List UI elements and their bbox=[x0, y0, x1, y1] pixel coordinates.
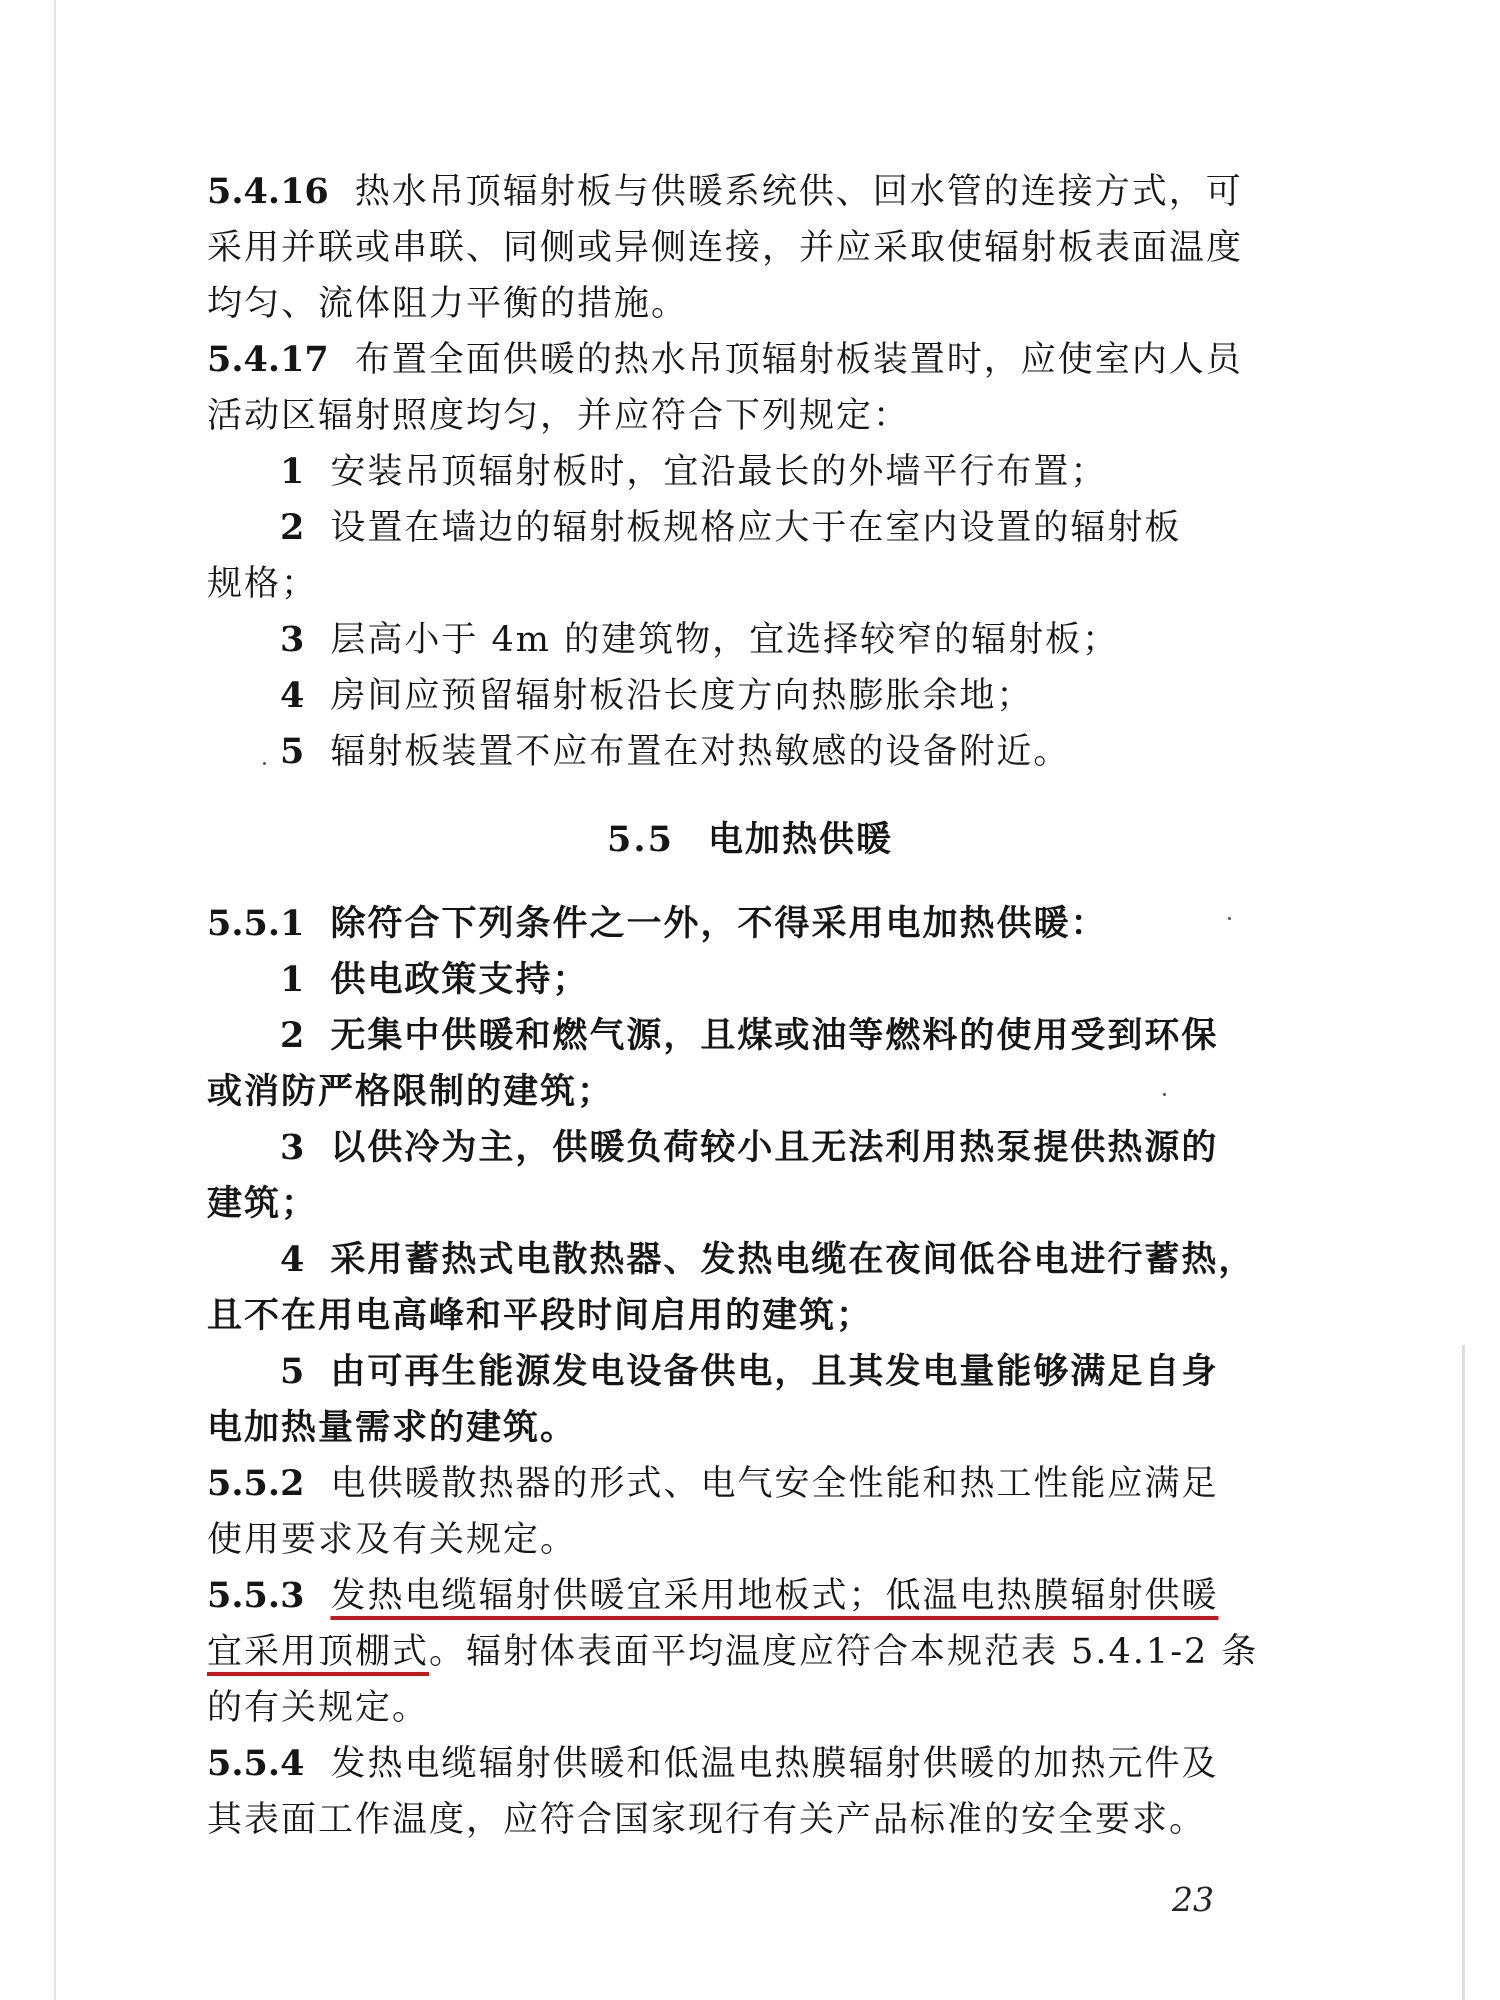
list-item-5-5-1-4-cont: 且不在用电高峰和平段时间启用的建筑； bbox=[207, 1295, 874, 1336]
list-item-5-5-1-4: 4 采用蓄热式电散热器、发热电缆在夜间低谷电进行蓄热， bbox=[280, 1239, 1256, 1280]
clause-5-4-16-line-1: 5.4.16 热水吊顶辐射板与供暖系统供、回水管的连接方式，可 bbox=[207, 171, 1243, 212]
scan-edge-right bbox=[1462, 1345, 1465, 2000]
clause-5-5-2-line-2: 使用要求及有关规定。 bbox=[207, 1520, 578, 1560]
clause-number: 5.5.1 bbox=[207, 903, 305, 944]
clause-5-5-3-line-1 bbox=[207, 1574, 1218, 1618]
scan-speck bbox=[263, 762, 266, 765]
underlined-text: 发热电缆辐射供暖宜采用地板式；低温电热膜辐射供暖 bbox=[330, 1576, 1219, 1616]
clause-5-4-16-line-2: 采用并联或串联、同侧或异侧连接，并应采取使辐射板表面温度 bbox=[207, 228, 1244, 268]
list-item-5-4-17-2-cont: 规格； bbox=[207, 564, 319, 604]
clause-5-4-17-line-1: 5.4.17 布置全面供暖的热水吊顶辐射板装置时，应使室内人员 bbox=[207, 339, 1243, 380]
list-item-5-4-17-1: 1 安装吊顶辐射板时，宜沿最长的外墙平行布置； bbox=[280, 451, 1108, 492]
clause-5-5-4-line-1: 5.5.4 发热电缆辐射供暖和低温电热膜辐射供暖的加热元件及 bbox=[207, 1743, 1219, 1784]
clause-5-5-2-line-1: 5.5.2 电供暖散热器的形式、电气安全性能和热工性能应满足 bbox=[207, 1463, 1219, 1504]
list-item-5-5-1-3: 3 以供冷为主，供暖负荷较小且无法利用热泵提供热源的 bbox=[280, 1127, 1219, 1168]
list-item-5-4-17-3: 3 层高小于 4m 的建筑物，宜选择较窄的辐射板； bbox=[280, 619, 1120, 660]
clause-number: 5.4.16 bbox=[207, 171, 329, 212]
list-item-5-5-1-2-cont: 或消防严格限制的建筑； bbox=[207, 1071, 615, 1112]
scan-speck bbox=[1228, 917, 1231, 920]
clause-number: 5.4.17 bbox=[207, 339, 329, 380]
list-item-5-4-17-5: 5 辐射板装置不应布置在对热敏感的设备附近。 bbox=[280, 731, 1071, 772]
list-item-5-5-1-1: 1 供电政策支持； bbox=[280, 959, 590, 1000]
list-item-5-5-1-5: 5 由可再生能源发电设备供电，且其发电量能够满足自身 bbox=[280, 1351, 1219, 1392]
clause-number: 5.5.3 bbox=[207, 1575, 305, 1616]
clause-5-5-3-line-3: 的有关规定。 bbox=[207, 1688, 430, 1728]
scan-speck bbox=[1163, 1093, 1166, 1096]
list-item-5-5-1-2: 2 无集中供暖和燃气源，且煤或油等燃料的使用受到环保 bbox=[280, 1015, 1219, 1056]
underlined-text: 宜采用顶棚式 bbox=[207, 1632, 430, 1672]
clause-5-5-1-line-1: 5.5.1 除符合下列条件之一外，不得采用电加热供暖： bbox=[207, 903, 1108, 944]
clause-5-5-3-line-2: 宜采用顶棚式。辐射体表面平均温度应符合本规范表 5.4.1-2 条 bbox=[207, 1632, 1259, 1672]
section-heading: 5.5 电加热供暖 bbox=[607, 819, 893, 860]
page-number: 23 bbox=[1172, 1880, 1214, 1919]
scan-edge-left bbox=[54, 0, 56, 2000]
clause-5-4-17-line-2: 活动区辐射照度均匀，并应符合下列规定： bbox=[207, 396, 911, 436]
list-item-5-5-1-3-cont: 建筑； bbox=[207, 1183, 319, 1224]
list-item-5-4-17-2: 2 设置在墙边的辐射板规格应大于在室内设置的辐射板 bbox=[280, 507, 1182, 548]
list-item-5-5-1-5-cont: 电加热量需求的建筑。 bbox=[207, 1407, 578, 1448]
clause-5-4-16-line-3: 均匀、流体阻力平衡的措施。 bbox=[207, 284, 689, 324]
clause-number: 5.5.2 bbox=[207, 1463, 305, 1504]
clause-number: 5.5.4 bbox=[207, 1743, 305, 1784]
clause-5-5-4-line-2: 其表面工作温度，应符合国家现行有关产品标准的安全要求。 bbox=[207, 1800, 1207, 1840]
list-item-5-4-17-4: 4 房间应预留辐射板沿长度方向热膨胀余地； bbox=[280, 675, 1034, 716]
